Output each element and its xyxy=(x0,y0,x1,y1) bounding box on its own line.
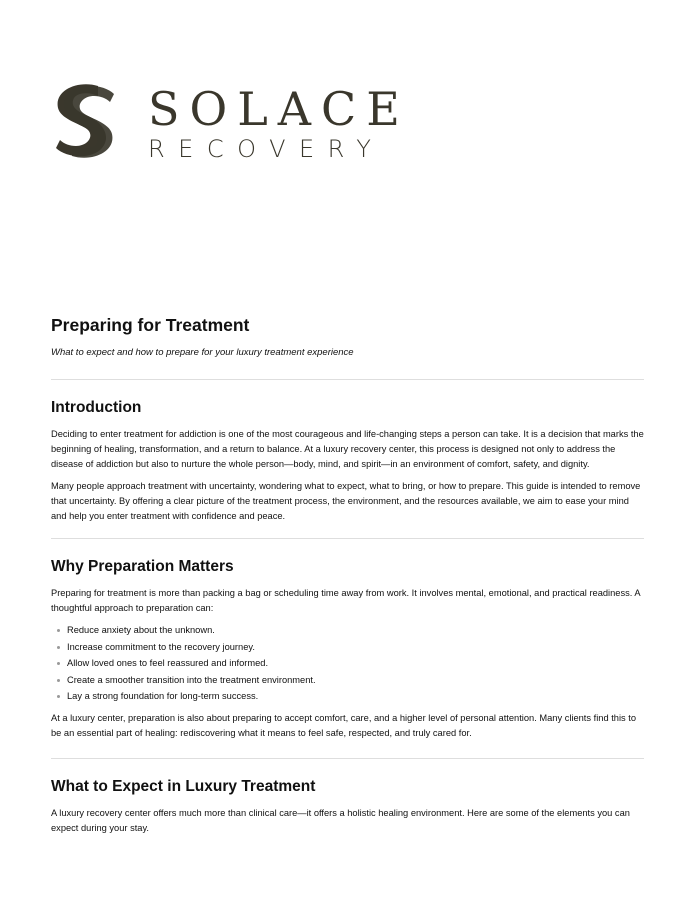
list-item: Allow loved ones to feel reassured and informed. xyxy=(67,655,644,672)
paragraph: Preparing for treatment is more than packing a bag or scheduling time away from work. It involves mental, emotional, and practical readiness. A thoughtful approach to preparation can: xyxy=(51,587,641,613)
logo-wordmark-recovery: RECOVERY xyxy=(148,135,385,163)
logo-wordmark-solace: SOLACE xyxy=(148,82,410,136)
paragraph: At a luxury center, preparation is also about preparing to accept comfort, care, and a higher level of personal attention. Many clients find this to be an essential part of healing: rediscovering what it means to feel safe, respected, and truly cared for. xyxy=(51,712,637,738)
logo-s-mark-icon xyxy=(52,82,118,160)
solace-recovery-logo xyxy=(52,82,410,164)
list-item: Create a smoother transition into the treatment environment. xyxy=(67,672,644,689)
divider xyxy=(51,538,644,539)
list-item: Reduce anxiety about the unknown. xyxy=(67,622,644,639)
divider xyxy=(51,379,644,380)
document-content xyxy=(51,314,644,836)
paragraph: A luxury recovery center offers much more than clinical care—it offers a holistic healing environment. Here are some of the elements you can expect during your stay. xyxy=(51,808,630,834)
list-item: Increase commitment to the recovery journey. xyxy=(67,639,644,656)
divider xyxy=(51,758,644,759)
section-heading: What to Expect in Luxury Treatment xyxy=(51,778,316,796)
list-item: Lay a strong foundation for long-term success. xyxy=(67,688,644,705)
section-heading: Why Preparation Matters xyxy=(51,557,234,575)
paragraph: Many people approach treatment with uncertainty, wondering what to expect, what to bring, or how to prepare. This guide is intended to remove that uncertainty. By offering a clear picture of the treatment process, the environment, and the resources available, we aim to ease your mind and help you enter treatment with confidence and peace. xyxy=(51,481,641,521)
section-what-to-expect xyxy=(51,777,644,836)
section-introduction xyxy=(51,398,644,524)
section-heading: Introduction xyxy=(51,399,142,416)
bullet-list xyxy=(51,622,644,705)
paragraph: Deciding to enter treatment for addiction is one of the most courageous and life-changing steps a person can take. It is a decision that marks the beginning of healing, transformation, and a return to balance. At a luxury recovery center, this process is designed not only to address the disease of addiction but also to nurture the whole person—body, mind, and spirit—in an environment of comfort, safety, and dignity. xyxy=(51,429,644,469)
page-title: Preparing for Treatment xyxy=(51,315,250,335)
page-subtitle: What to expect and how to prepare for your luxury treatment experience xyxy=(51,347,354,358)
section-why-preparation xyxy=(51,557,644,741)
